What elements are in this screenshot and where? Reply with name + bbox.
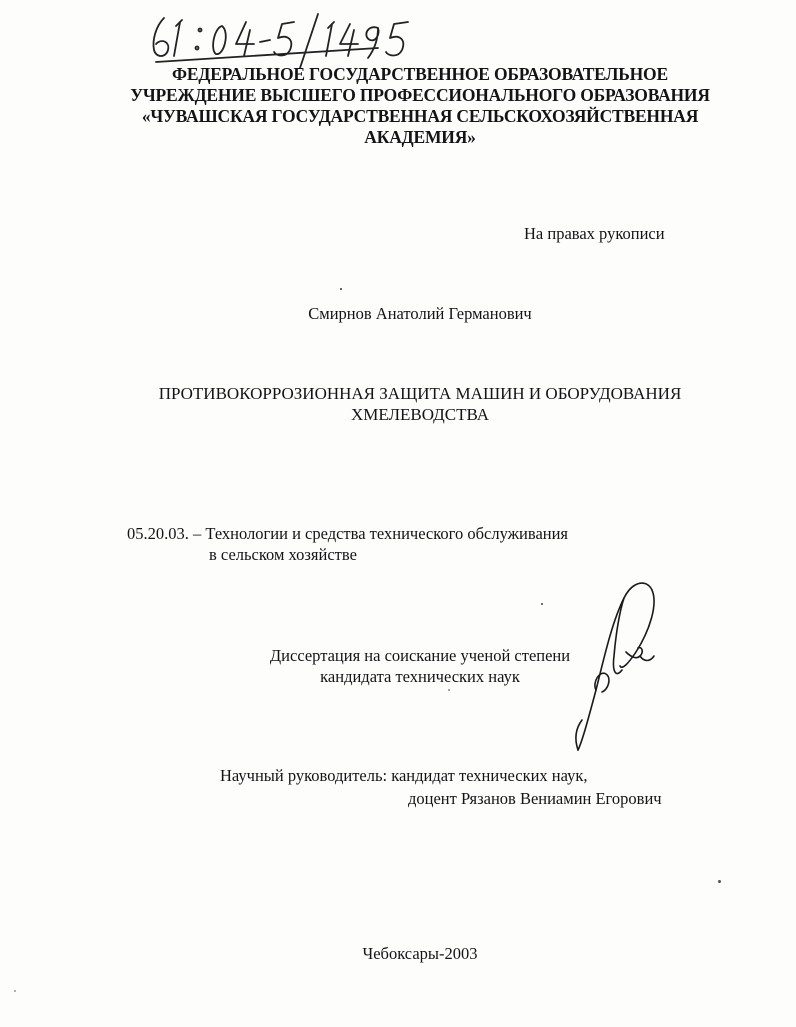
institution-line: АКАДЕМИЯ» [364, 127, 476, 147]
degree-line-1: Диссертация на соискание ученой степени [269, 646, 571, 665]
author-name: Смирнов Анатолий Германович [308, 304, 532, 323]
signature-drawing [566, 570, 666, 760]
scan-speck [340, 288, 342, 290]
institution-header [120, 64, 720, 148]
specialty-line-1: 05.20.03. – Технологии и средства технического обслуживания [127, 524, 569, 543]
city-year: Чебоксары-2003 [362, 944, 478, 963]
degree-line-2: кандидата технических наук [320, 667, 520, 686]
scan-speck [541, 603, 543, 605]
handwritten-signature [566, 570, 666, 760]
title-line: ХМЕЛЕВОДСТВА [350, 405, 490, 424]
manuscript-note: На правах рукописи [524, 224, 665, 243]
scan-speck [448, 689, 450, 691]
advisor-line-2: доцент Рязанов Вениамин Егорович [408, 789, 662, 808]
specialty-line-2: в сельском хозяйстве [209, 545, 357, 564]
scan-speck [718, 880, 721, 883]
scan-speck [14, 990, 16, 992]
institution-line: УЧРЕЖДЕНИЕ ВЫСШЕГО ПРОФЕССИОНАЛЬНОГО ОБРАЗОВАНИЯ [130, 85, 710, 105]
advisor-line-1: Научный руководитель: кандидат технических наук, [220, 766, 588, 785]
specialty-block [127, 523, 568, 565]
title-line: ПРОТИВОКОРРОЗИОННАЯ ЗАЩИТА МАШИН И ОБОРУДОВАНИЯ [158, 384, 682, 403]
degree-statement [220, 645, 620, 687]
institution-line: ФЕДЕРАЛЬНОЕ ГОСУДАРСТВЕННОЕ ОБРАЗОВАТЕЛЬНОЕ [172, 64, 668, 84]
scientific-advisor [220, 764, 662, 810]
dissertation-title [100, 383, 740, 425]
institution-line: «ЧУВАШСКАЯ ГОСУДАРСТВЕННАЯ СЕЛЬСКОХОЗЯЙСТВЕННАЯ [141, 106, 699, 126]
